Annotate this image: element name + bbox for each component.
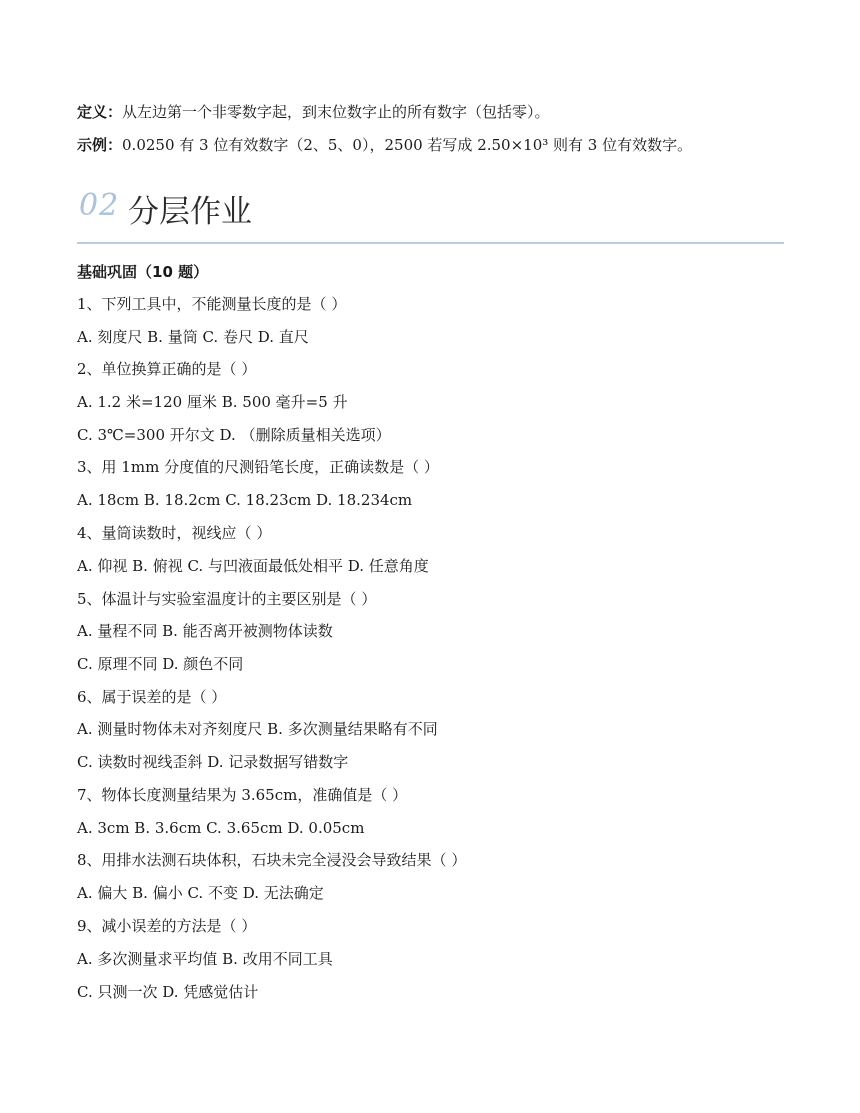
question-5-options-b: C. 原理不同 D. 颜色不同 [77,655,244,673]
question-7-options: A. 3cm B. 3.6cm C. 3.65cm D. 0.05cm [77,819,365,837]
example-text: 0.0250 有 3 位有效数字（2、5、0），2500 若写成 2.50×10³ 则有 3 位有效数字。 [122,136,693,154]
example-label: 示例： [77,136,123,154]
question-6-options-b: C. 读数时视线歪斜 D. 记录数据写错数字 [77,753,349,771]
question-5: 5、体温计与实验室温度计的主要区别是（ ） [77,590,377,608]
question-5-options-a: A. 量程不同 B. 能否离开被测物体读数 [77,622,333,640]
question-2-options-a: A. 1.2 米=120 厘米 B. 500 毫升=5 升 [77,393,348,411]
question-8-options: A. 偏大 B. 偏小 C. 不变 D. 无法确定 [77,884,324,902]
sub-heading: 基础巩固（10 题） [77,263,209,281]
question-1-options: A. 刻度尺 B. 量筒 C. 卷尺 D. 直尺 [77,328,309,346]
question-3-options: A. 18cm B. 18.2cm C. 18.23cm D. 18.234cm [77,491,413,509]
question-6-options-a: A. 测量时物体未对齐刻度尺 B. 多次测量结果略有不同 [77,720,438,738]
question-9-options-b: C. 只测一次 D. 凭感觉估计 [77,983,259,1001]
question-3: 3、用 1mm 分度值的尺测铅笔长度，正确读数是（ ） [77,458,439,476]
question-1: 1、下列工具中，不能测量长度的是（ ） [77,295,347,313]
definition-text: 从左边第一个非零数字起，到末位数字止的所有数字（包括零）。 [122,103,550,121]
section-header [77,186,784,244]
question-9: 9、减小误差的方法是（ ） [77,917,257,935]
question-6: 6、属于误差的是（ ） [77,688,227,706]
question-8: 8、用排水法测石块体积，石块未完全浸没会导致结果（ ） [77,851,467,869]
question-7: 7、物体长度测量结果为 3.65cm，准确值是（ ） [77,786,408,804]
question-4: 4、量筒读数时，视线应（ ） [77,524,272,542]
example-line [77,135,692,155]
question-2: 2、单位换算正确的是（ ） [77,360,257,378]
section-number: 02 [79,188,120,223]
question-2-options-b: C. 3℃=300 开尔文 D. （删除质量相关选项） [77,426,391,444]
definition-label: 定义： [77,103,123,121]
question-9-options-a: A. 多次测量求平均值 B. 改用不同工具 [77,950,333,968]
question-4-options: A. 仰视 B. 俯视 C. 与凹液面最低处相平 D. 任意角度 [77,557,429,575]
definition-line [77,102,550,122]
section-title: 分层作业 [128,194,252,230]
